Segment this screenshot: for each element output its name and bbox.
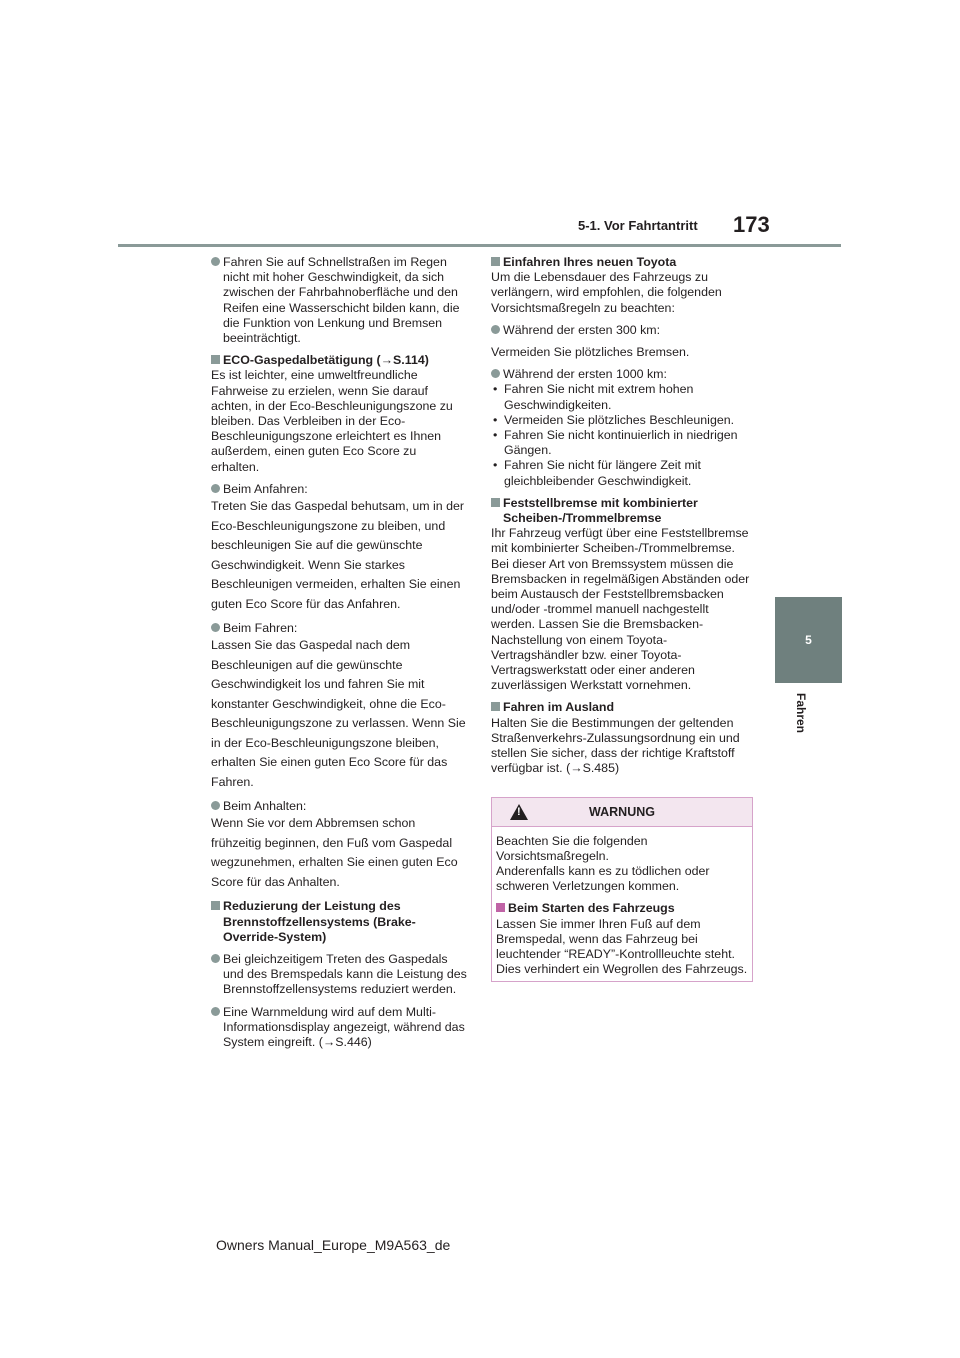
text-abroad: Halten Sie die Bestimmungen der geltenden Straßenverkehrs-Zulassungsordnung ein und stellen Sie sicher, dass der richtige Kraftstoff verfügbar ist. (→S.485) xyxy=(491,715,740,776)
list-item: • Fahren Sie nicht mit extrem hohen Geschwindigkeiten. xyxy=(491,382,753,412)
warning-title: WARNUNG xyxy=(589,804,655,819)
warning-intro-1: Beachten Sie die folgenden Vorsichtsmaßregeln. xyxy=(496,833,648,863)
text-start: Treten Sie das Gaspedal behutsam, um in der Eco-Beschleunigungszone zu bleiben, und beschleunigen Sie auf die gewünschte Geschwindigkeit. Wenn Sie starkes Beschleunigen vermeiden, erhalten Sie einen guten Eco Score für das Anfahren. xyxy=(211,499,464,611)
bullet-reduction-2: Eine Warnmeldung wird auf dem Multi-Informationsdisplay angezeigt, während das System eingreift. (→S.446) xyxy=(211,1005,467,1051)
bullet-reduction-1: Bei gleichzeitigem Treten des Gaspedals und des Bremspedals kann die Leistung des Brennstoffzellensystems reduziert werden. xyxy=(211,952,467,998)
right-column xyxy=(491,255,753,982)
heading-abroad: Fahren im Ausland xyxy=(491,700,753,715)
section-title: 5-1. Vor Fahrtantritt xyxy=(578,218,698,233)
label-start: Beim Anfahren: xyxy=(211,482,467,497)
text-driving: Lassen Sie das Gaspedal nach dem Beschleunigen auf die gewünschte Geschwindigkeit los und fahren Sie mit konstanter Geschwindigkeit, ohne die Eco-Beschleunigungszone zu verlassen. Wenn Sie in der Eco-Beschleunigungszone bleiben, erhalten Sie einen guten Eco Score für das Fahren. xyxy=(211,638,466,789)
heading-eco: ECO-Gaspedalbetätigung (→S.114) xyxy=(211,353,467,368)
warning-sub-text: Lassen Sie immer Ihren Fuß auf dem Bremspedal, wenn das Fahrzeug bei leuchtender “READY”-Kontrollleuchte steht. Dies verhindert ein Wegrollen des Fahrzeugs. xyxy=(496,916,748,977)
heading-parking-brake: Feststellbremse mit kombinierter Scheiben-/Trommelbremse xyxy=(491,496,753,526)
label-first300: Während der ersten 300 km: xyxy=(491,323,753,338)
heading-breakin: Einfahren Ihres neuen Toyota xyxy=(491,255,753,270)
heading-reduction: Reduzierung der Leistung des Brennstoffzellensystems (Brake-Override-System) xyxy=(211,899,467,945)
label-driving: Beim Fahren: xyxy=(211,621,467,636)
warning-sub-heading: Beim Starten des Fahrzeugs xyxy=(496,901,748,916)
warning-body xyxy=(492,827,752,982)
page-number: 173 xyxy=(733,212,770,237)
list-item: • Vermeiden Sie plötzliches Beschleunigen. xyxy=(491,413,753,428)
chapter-title: Fahren xyxy=(794,693,808,734)
label-stop: Beim Anhalten: xyxy=(211,799,467,814)
left-column xyxy=(211,255,467,1057)
text-eco: Es ist leichter, eine umweltfreundliche Fahrweise zu erzielen, wenn Sie darauf achten, in der Eco-Beschleunigungszone zu bleiben. Das Verbleiben in der Eco-Beschleunigungszone erleichtert es Ihnen außerdem, einen guten Eco Score zu erhalten. xyxy=(211,368,453,474)
warning-triangle-icon xyxy=(510,804,528,820)
text-parking-brake: Ihr Fahrzeug verfügt über eine Feststellbremse mit kombinierter Scheiben-/Trommelbremse. Bei dieser Art von Bremssystem müssen die Bremsbacken in regelmäßigen Abständen oder beim Austausch der Feststellbremsbacken und/oder -trommel manuell nachgestellt werden. Lassen Sie die Bremsbacken-Nachstellung von einem Toyota-Vertragshändler bzw. einer Toyota-Vertragswerkstatt oder einer anderen zuverlässigen Werkstatt vornehmen. xyxy=(491,526,750,693)
text-breakin: Um die Lebensdauer des Fahrzeugs zu verlängern, wird empfohlen, die folgenden Vorsichtsmaßregeln zu beachten: xyxy=(491,270,722,315)
chapter-tab[interactable]: 5 xyxy=(775,597,842,683)
warning-intro-2: Anderenfalls kann es zu tödlichen oder schweren Verletzungen kommen. xyxy=(496,863,710,894)
label-first1000: Während der ersten 1000 km: xyxy=(491,367,753,382)
text-first300: Vermeiden Sie plötzliches Bremsen. xyxy=(491,345,690,360)
header-rule xyxy=(118,244,841,247)
warning-header xyxy=(492,798,752,827)
footer-text: Owners Manual_Europe_M9A563_de xyxy=(216,1237,451,1253)
list-item: • Fahren Sie nicht für längere Zeit mit gleichbleibender Geschwindigkeit. xyxy=(491,458,753,488)
warning-box xyxy=(491,797,753,983)
bullet-rain: Fahren Sie auf Schnellstraßen im Regen nicht mit hoher Geschwindigkeit, da sich zwischen der Fahrbahnoberfläche und den Reifen eine Wasserschicht bilden kann, die die Funktion von Lenkung und Bremsen beeinträchtigt. xyxy=(211,255,467,346)
text-stop: Wenn Sie vor dem Abbremsen schon frühzeitig beginnen, den Fuß vom Gaspedal wegzunehmen, erhalten Sie einen guten Eco Score für das Anhalten. xyxy=(211,816,458,889)
list-item: • Fahren Sie nicht kontinuierlich in niedrigen Gängen. xyxy=(491,428,753,458)
